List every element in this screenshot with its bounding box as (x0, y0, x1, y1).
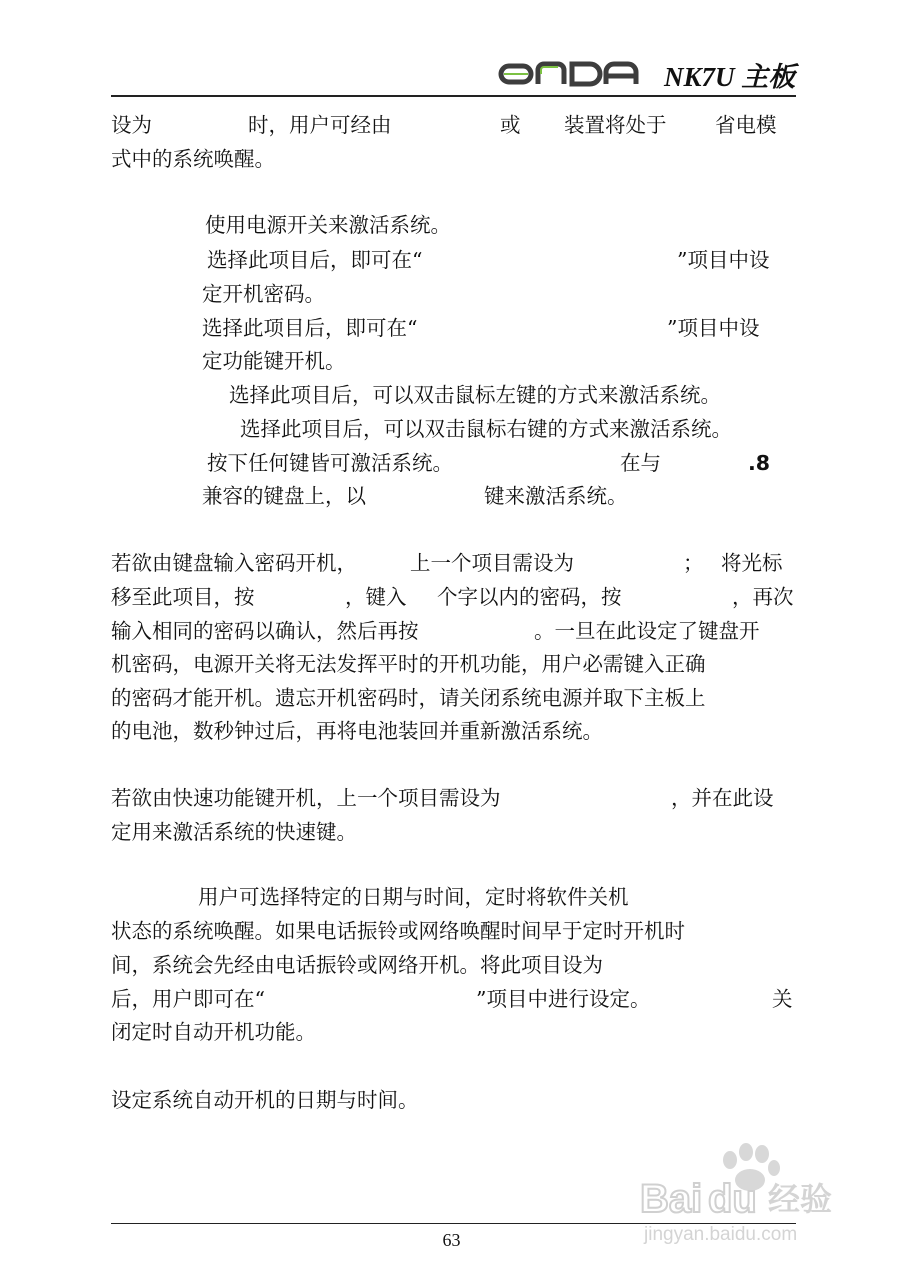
text-fragment: 上一个项目需设为 (410, 551, 574, 575)
text-line: 式中的系统唤醒。 (111, 147, 275, 171)
text-fragment: 兼容的键盘上，以 (202, 484, 366, 508)
text-fragment: 设为 (111, 113, 152, 137)
text-fragment: 后，用户即可在“ (111, 987, 265, 1011)
watermark-brand: Bai (640, 1177, 703, 1221)
header-divider (111, 95, 796, 97)
watermark-brand-du: du (708, 1177, 757, 1221)
text-fragment: 输入相同的密码以确认，然后再按 (111, 619, 419, 643)
text-fragment: 若欲由快速功能键开机，上一个项目需设为 (111, 786, 501, 810)
text-line: 闭定时自动开机功能。 (111, 1020, 316, 1044)
text-line: 间，系统会先经由电话振铃或网络开机。将此项目设为 (111, 953, 603, 977)
text-line: 设定系统自动开机的日期与时间。 (111, 1088, 419, 1112)
text-line: 状态的系统唤醒。如果电话振铃或网络唤醒时间早于定时开机时 (111, 919, 685, 943)
text-fragment: 键来激活系统。 (484, 484, 628, 508)
text-fragment: ； (683, 551, 704, 575)
text-line: 定用来激活系统的快速键。 (111, 820, 357, 844)
text-line: 用户可选择特定的日期与时间，定时将软件关机 (198, 885, 629, 909)
text-line: 选择此项目后，可以双击鼠标左键的方式来激活系统。 (229, 383, 721, 407)
text-fragment: 移至此项目，按 (111, 585, 255, 609)
text-fragment: ，再次 (732, 585, 794, 609)
text-line: 机密码，电源开关将无法发挥平时的开机功能，用户必需键入正确 (111, 652, 706, 676)
text-fragment: 省电模 (715, 113, 777, 137)
text-fragment: 选择此项目后，即可在“ (202, 316, 418, 340)
text-fragment: 。一旦在此设定了键盘开 (534, 619, 760, 643)
text-fragment: ”项目中设 (677, 248, 770, 272)
model-title: NK7U 主板 (664, 62, 796, 92)
page-number: 63 (442, 1230, 461, 1250)
text-fragment: ”项目中设 (667, 316, 760, 340)
text-fragment: ，并在此设 (671, 786, 774, 810)
text-line: 定开机密码。 (202, 282, 325, 306)
text-line: 使用电源开关来激活系统。 (205, 213, 451, 237)
text-line: 的密码才能开机。遗忘开机密码时，请关闭系统电源并取下主板上 (111, 686, 706, 710)
text-fragment: ”项目中进行设定。 (476, 987, 651, 1011)
text-line: 选择此项目后，可以双击鼠标右键的方式来激活系统。 (240, 417, 732, 441)
text-fragment: 个字以内的密码，按 (437, 585, 622, 609)
text-fragment: 按下任何键皆可激活系统。 (207, 451, 453, 475)
baidu-watermark (640, 1140, 850, 1250)
text-fragment: 在与 (620, 451, 661, 475)
watermark-cn: 经验 (768, 1181, 833, 1217)
watermark-url: jingyan.baidu.com (644, 1224, 798, 1245)
text-fragment: 装置将处于 (564, 113, 667, 137)
text-fragment: 将光标 (721, 551, 783, 575)
onda-logo (498, 60, 658, 88)
text-line: 的电池，数秒钟过后，再将电池装回并重新激活系统。 (111, 719, 603, 743)
text-fragment: 关 (772, 987, 793, 1011)
text-fragment: 或 (500, 113, 521, 137)
text-fragment: .8 (748, 451, 771, 475)
text-fragment: ，键入 (345, 585, 407, 609)
text-fragment: 若欲由键盘输入密码开机， (111, 551, 357, 575)
text-fragment: 选择此项目后，即可在“ (207, 248, 423, 272)
text-fragment: 时，用户可经由 (248, 113, 392, 137)
text-line: 定功能键开机。 (202, 349, 346, 373)
